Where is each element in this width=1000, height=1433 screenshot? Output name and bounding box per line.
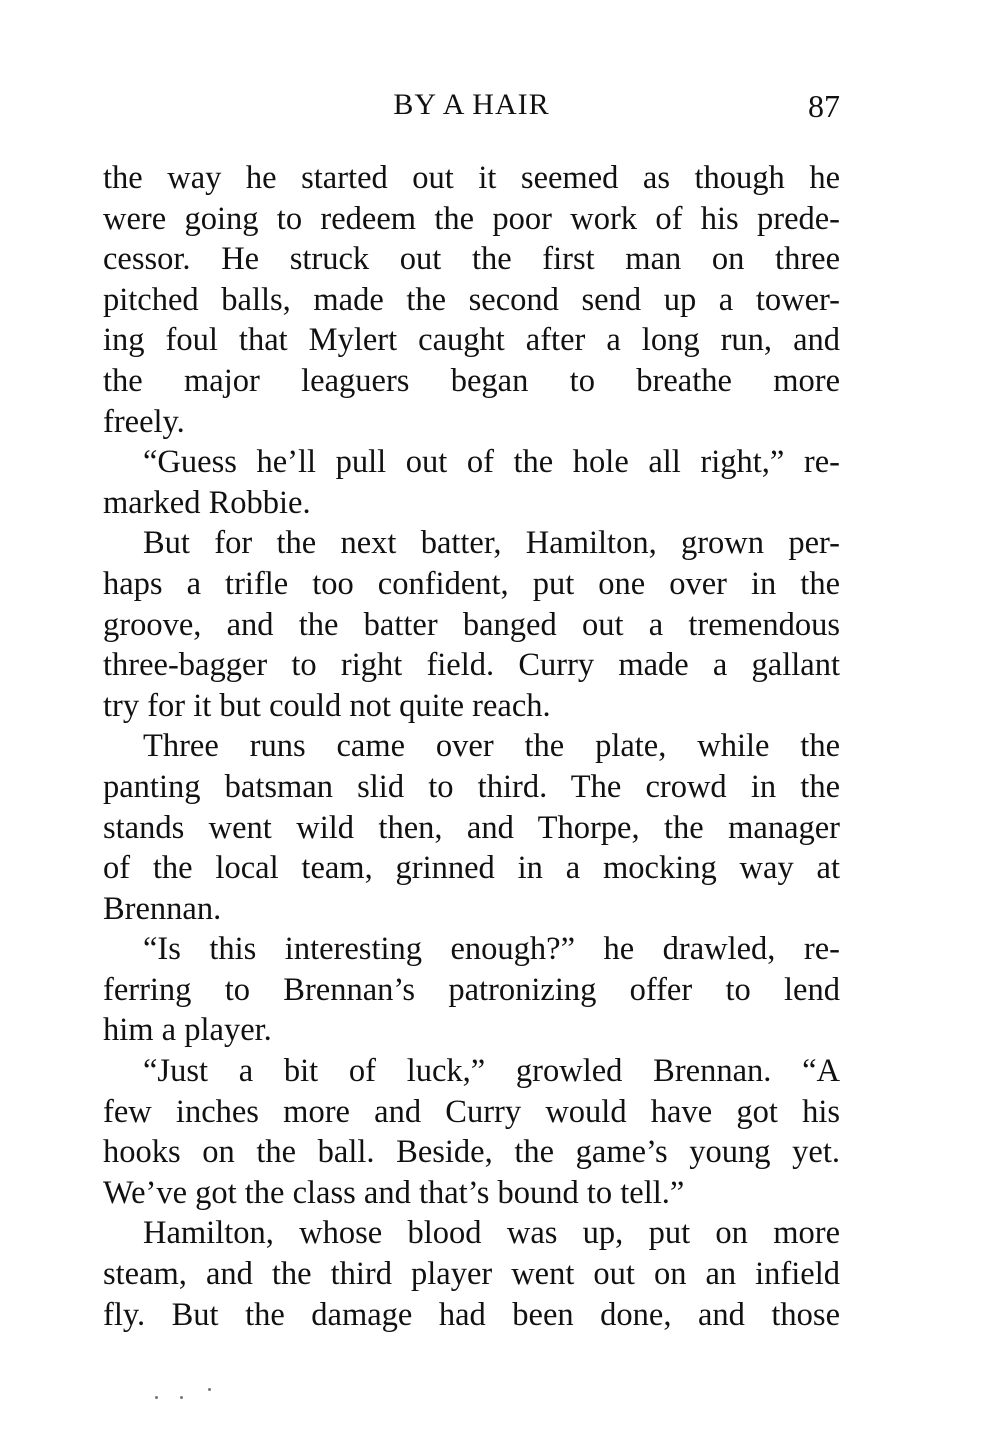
scan-speck	[208, 1388, 211, 1391]
text-line: “Just a bit of luck,” growled Brennan. “A	[143, 1053, 840, 1090]
text-line: hooks on the ball. Beside, the game’s young yet.	[103, 1134, 840, 1171]
chapter-title: BY A HAIR	[393, 88, 550, 121]
scan-speck	[155, 1396, 158, 1399]
text-line: fly. But the damage had been done, and those	[103, 1296, 840, 1333]
body-text	[103, 158, 840, 1335]
text-line: of the local team, grinned in a mocking way at	[103, 850, 840, 887]
text-line: Three runs came over the plate, while the	[143, 728, 840, 765]
text-line: marked Robbie.	[103, 484, 311, 521]
text-line: pitched balls, made the second send up a tower-	[103, 281, 840, 318]
text-line: But for the next batter, Hamilton, grown per-	[143, 525, 840, 562]
text-line: freely.	[103, 403, 185, 440]
text-line: groove, and the batter banged out a tremendous	[103, 606, 840, 643]
text-line: cessor. He struck out the first man on three	[103, 241, 840, 278]
text-line: “Is this interesting enough?” he drawled, re-	[143, 931, 840, 968]
text-line: try for it but could not quite reach.	[103, 687, 551, 724]
text-line: ferring to Brennan’s patronizing offer to lend	[103, 971, 840, 1008]
text-line: him a player.	[103, 1012, 272, 1049]
text-line: the major leaguers began to breathe more	[103, 362, 840, 399]
text-line: three-bagger to right field. Curry made a gallant	[103, 647, 840, 684]
text-line: few inches more and Curry would have got his	[103, 1093, 840, 1130]
text-line: were going to redeem the poor work of his prede-	[103, 200, 840, 237]
page-number: 87	[808, 88, 840, 124]
scan-speck	[180, 1396, 183, 1399]
text-line: Hamilton, whose blood was up, put on more	[143, 1215, 840, 1252]
text-line: haps a trifle too confident, put one over in the	[103, 565, 840, 602]
text-line: Brennan.	[103, 890, 222, 927]
text-line: panting batsman slid to third. The crowd in the	[103, 768, 840, 805]
text-line: We’ve got the class and that’s bound to tell.”	[103, 1174, 685, 1211]
running-head	[103, 88, 840, 128]
text-line: stands went wild then, and Thorpe, the manager	[103, 809, 840, 846]
text-line: ing foul that Mylert caught after a long run, and	[103, 322, 840, 359]
text-line: the way he started out it seemed as though he	[103, 160, 840, 196]
text-line: steam, and the third player went out on an infield	[103, 1256, 840, 1293]
text-line: “Guess he’ll pull out of the hole all right,” re-	[143, 444, 840, 481]
